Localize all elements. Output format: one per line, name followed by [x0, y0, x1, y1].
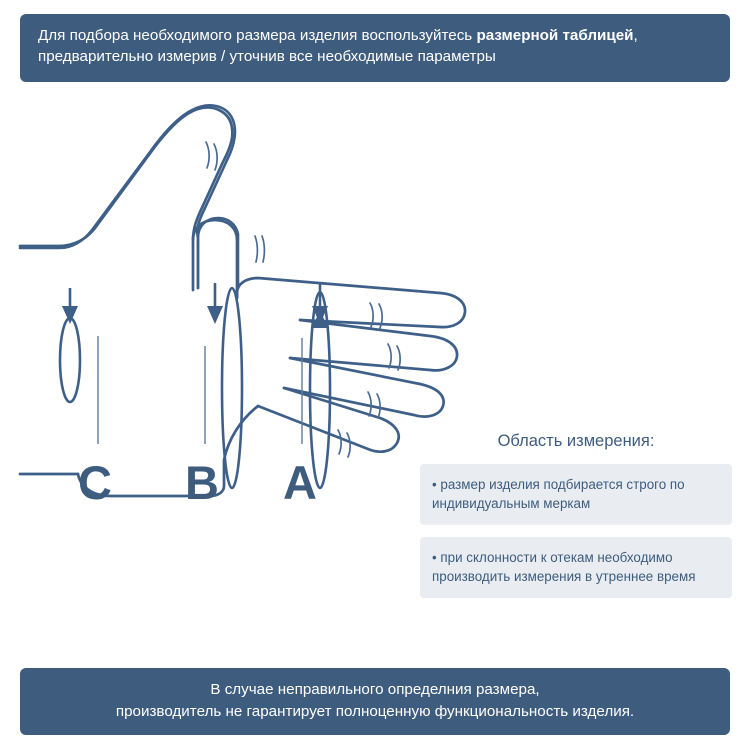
- measurement-letter-a: A: [283, 456, 317, 509]
- measurement-note-2: • при склонности к отекам необходимо производить измерения в утреннее время: [420, 537, 732, 598]
- measurement-info-block: [420, 432, 732, 610]
- top-banner-text-before: Для подбора необходимого размера изделия воспользуйтесь: [38, 27, 477, 44]
- finger-middle-outline: [237, 278, 465, 327]
- bottom-warning-banner: [20, 668, 730, 735]
- little-crease-1: [368, 392, 371, 416]
- ring-crease-1: [388, 344, 391, 368]
- measurement-letter-c: C: [78, 456, 112, 509]
- bottom-banner-line-1: В случае неправильного определния размера,: [210, 681, 540, 698]
- bottom-banner-line-2: производитель не гарантирует полноценную функциональность изделия.: [115, 703, 635, 721]
- thumb-tip-crease-2: [214, 144, 217, 170]
- measurement-note-1: • размер изделия подбирается строго по индивидуальным меркам: [420, 464, 732, 525]
- thumb-crease: [255, 236, 257, 262]
- top-instruction-banner: [20, 14, 730, 82]
- little-crease-2: [377, 394, 380, 418]
- measurement-letters: [0, 455, 400, 515]
- top-banner-text-after: , предварительно измерив / уточнив все необходимые параметры: [38, 27, 638, 65]
- thumb-and-palm-top: [20, 108, 232, 290]
- finger-little: [284, 358, 444, 417]
- hand-thumb-outline: [20, 105, 235, 288]
- measurement-letter-b: B: [185, 456, 219, 509]
- arrow-c-head: [62, 306, 78, 324]
- pinky-crease-1: [338, 430, 341, 454]
- measurement-area-title: Область измерения:: [497, 432, 655, 450]
- arrow-b-head: [207, 306, 223, 324]
- top-banner-text-bold: размерной таблицей: [476, 27, 634, 44]
- measure-band-c: [60, 318, 80, 402]
- pinky-crease-2: [347, 433, 350, 457]
- thumb-crease-2: [262, 236, 264, 262]
- thumb-tip-crease-1: [206, 142, 209, 168]
